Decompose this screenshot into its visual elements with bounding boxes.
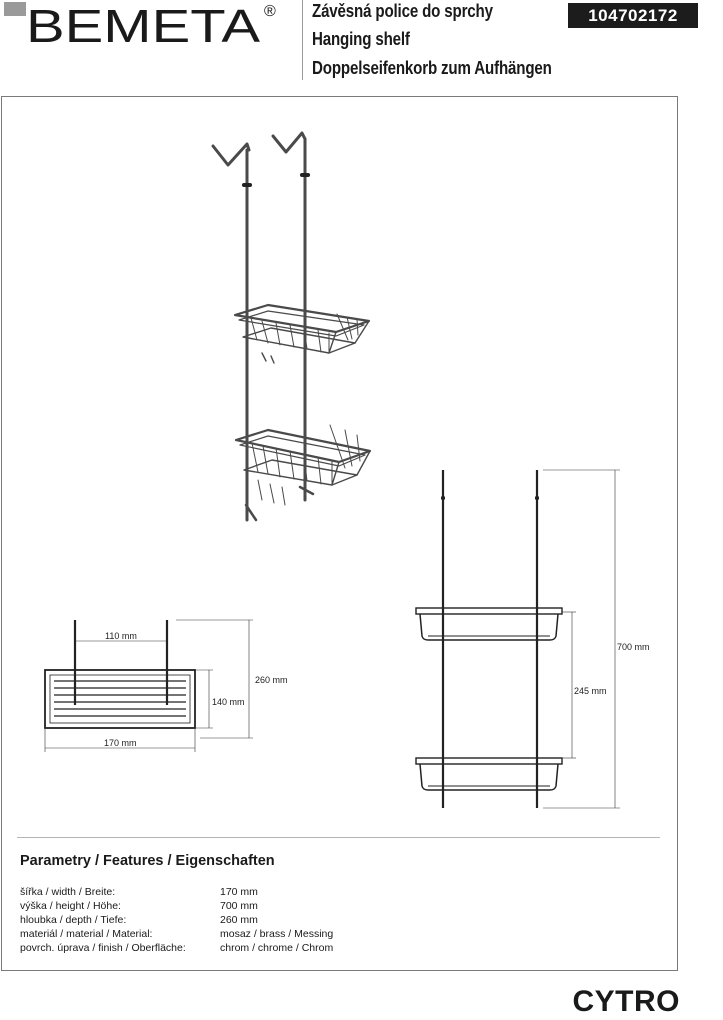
product-series-name: CYTRO: [572, 985, 680, 1018]
product-code-badge: 104702172: [568, 3, 698, 28]
trademark-symbol: ®: [264, 3, 276, 20]
spec-label: šířka / width / Breite:: [20, 886, 116, 898]
dim-hook-gap: 110 mm: [105, 631, 137, 641]
spec-row-finish: [20, 942, 420, 956]
spec-row-depth: [20, 914, 420, 928]
spec-row-width: [20, 886, 420, 900]
product-illustration: [213, 133, 370, 520]
spec-row-height: [20, 900, 420, 914]
top-view-dimensions: [45, 620, 253, 752]
spec-value: 260 mm: [220, 914, 258, 926]
spec-value: 700 mm: [220, 900, 258, 912]
spec-label: výška / height / Höhe:: [20, 900, 121, 912]
spec-row-material: [20, 928, 420, 942]
spec-label: povrch. úprava / finish / Oberfläche:: [20, 942, 186, 954]
features-heading: Parametry / Features / Eigenschaften: [20, 853, 275, 869]
dim-width: 170 mm: [104, 738, 137, 748]
side-view-drawing: [416, 470, 562, 808]
spec-value: 170 mm: [220, 886, 258, 898]
dim-basket-depth: 140 mm: [212, 697, 245, 707]
brand-name: BEMETA: [26, 0, 261, 46]
dim-height: 700 mm: [617, 642, 650, 652]
spec-value: chrom / chrome / Chrom: [220, 942, 334, 954]
product-title-de: Doppelseifenkorb zum Aufhängen: [312, 58, 552, 78]
section-divider: [17, 837, 660, 838]
product-title-en: Hanging shelf: [312, 29, 410, 49]
spec-label: hloubka / depth / Tiefe:: [20, 914, 127, 926]
product-title-cz: Závěsná police do sprchy: [312, 1, 493, 21]
spec-value: mosaz / brass / Messing: [220, 928, 334, 940]
dim-total-depth: 260 mm: [255, 675, 288, 685]
spec-label: materiál / material / Material:: [20, 928, 153, 940]
dim-shelf-spacing: 245 mm: [574, 686, 607, 696]
